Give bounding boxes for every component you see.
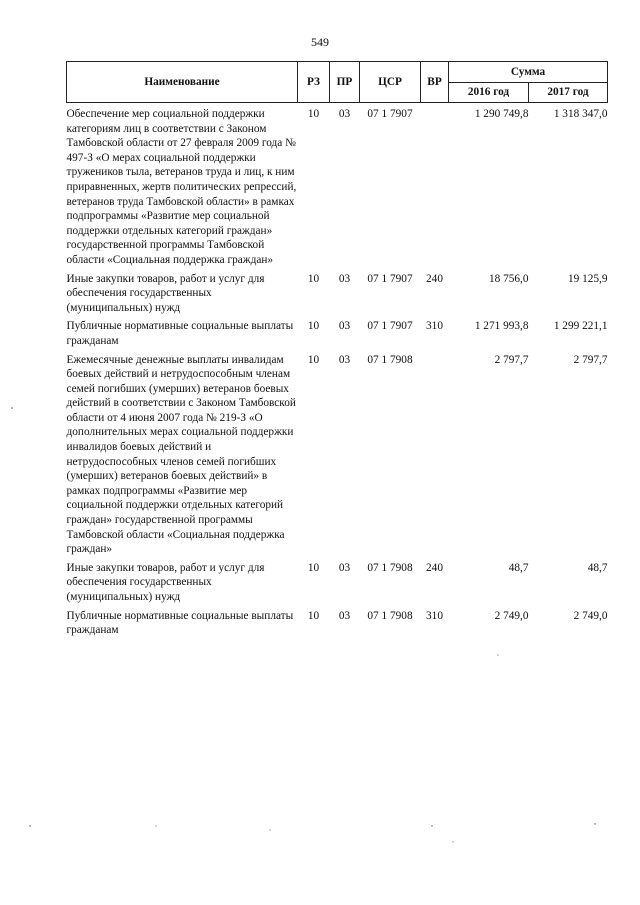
row-csr: 07 1 7908 xyxy=(367,561,413,574)
row-csr: 07 1 7907 xyxy=(367,272,413,285)
budget-table xyxy=(66,61,608,638)
row-name: Публичные нормативные социальные выплаты гражданам xyxy=(66,320,294,347)
row-sum-2016: 18 756,0 xyxy=(488,272,529,285)
table-row xyxy=(67,272,608,316)
header-vr: ВР xyxy=(421,62,449,103)
row-pr: 03 xyxy=(338,272,351,285)
row-rz: 10 xyxy=(307,272,320,285)
row-rz: 10 xyxy=(307,609,320,622)
header-year-2016: 2016 год xyxy=(449,83,529,103)
row-csr: 07 1 7907 xyxy=(367,320,413,333)
row-sum-2017: 1 299 221,1 xyxy=(553,320,608,333)
row-rz: 10 xyxy=(307,320,320,333)
row-vr: 310 xyxy=(426,609,443,622)
row-pr: 03 xyxy=(338,609,351,622)
row-vr: 310 xyxy=(426,320,443,333)
row-vr: 240 xyxy=(426,561,443,574)
table-row xyxy=(67,609,608,638)
row-csr: 07 1 7907 xyxy=(367,108,413,120)
row-rz: 10 xyxy=(307,561,320,574)
row-rz: 10 xyxy=(307,353,320,366)
row-csr: 07 1 7908 xyxy=(367,609,413,622)
header-pr: ПР xyxy=(330,62,360,103)
row-pr: 03 xyxy=(338,108,351,120)
header-csr: ЦСР xyxy=(360,62,421,103)
header-year-2017: 2017 год xyxy=(529,83,608,103)
row-vr: 240 xyxy=(426,272,443,285)
row-sum-2017: 2 797,7 xyxy=(573,353,608,366)
row-sum-2017: 1 318 347,0 xyxy=(553,108,608,120)
row-sum-2016: 2 749,0 xyxy=(494,609,529,622)
table-body xyxy=(67,103,608,638)
row-sum-2017: 19 125,9 xyxy=(567,272,608,285)
table-row xyxy=(67,107,608,268)
row-sum-2016: 1 290 749,8 xyxy=(474,108,529,120)
row-name: Обеспечение мер социальной поддержки категориям лиц в соответствии с Законом Тамбовской области от 27 февраля 2009 года № 497-З «О мерах социальной поддержки тружеников тыла, ветеранов труда и лиц, к ним приравненных, жертв политических репрессий, ветеранов труда Тамбовской области» в рамках подпрограммы «Развитие мер социальной поддержки отдельных категорий граждан» государственной программы Тамбовской области «Социальная поддержка граждан» xyxy=(66,108,297,266)
row-pr: 03 xyxy=(338,353,351,366)
header-sum: Сумма xyxy=(449,62,608,83)
row-sum-2017: 48,7 xyxy=(587,561,608,574)
row-pr: 03 xyxy=(338,320,351,333)
table-row xyxy=(67,353,608,557)
row-vr xyxy=(421,107,449,268)
header-name: Наименование xyxy=(67,62,298,103)
row-sum-2016: 1 271 993,8 xyxy=(474,320,529,333)
row-name: Публичные нормативные социальные выплаты гражданам xyxy=(66,609,294,637)
row-name: Иные закупки товаров, работ и услуг для обеспечения государственных (муниципальных) нужд xyxy=(66,561,265,603)
row-sum-2017: 2 749,0 xyxy=(573,609,608,622)
table-row xyxy=(67,561,608,605)
header-rz: РЗ xyxy=(298,62,330,103)
page-number: 549 xyxy=(311,35,329,49)
row-pr: 03 xyxy=(338,561,351,574)
table-row xyxy=(67,319,608,348)
row-vr xyxy=(421,353,449,557)
row-csr: 07 1 7908 xyxy=(367,353,413,366)
row-name: Иные закупки товаров, работ и услуг для обеспечения государственных (муниципальных) нужд xyxy=(66,272,265,314)
row-sum-2016: 48,7 xyxy=(508,561,529,574)
row-rz: 10 xyxy=(307,108,320,120)
row-sum-2016: 2 797,7 xyxy=(494,353,529,366)
row-name: Ежемесячные денежные выплаты инвалидам боевых действий и нетрудоспособным членам семей погибших (умерших) ветеранов боевых действий в соответствии с Законом Тамбовской области от 4 июня 2007 года № 219-З «О дополнительных мерах социальной поддержки инвалидов боевых действий и нетрудоспособных членов семей погибших (умерших) ветеранов боевых действий» в рамках подпрограммы «Развитие мер социальной поддержки отдельных категорий граждан» государственной программы Тамбовской области «Социальная поддержка граждан» xyxy=(66,353,296,556)
